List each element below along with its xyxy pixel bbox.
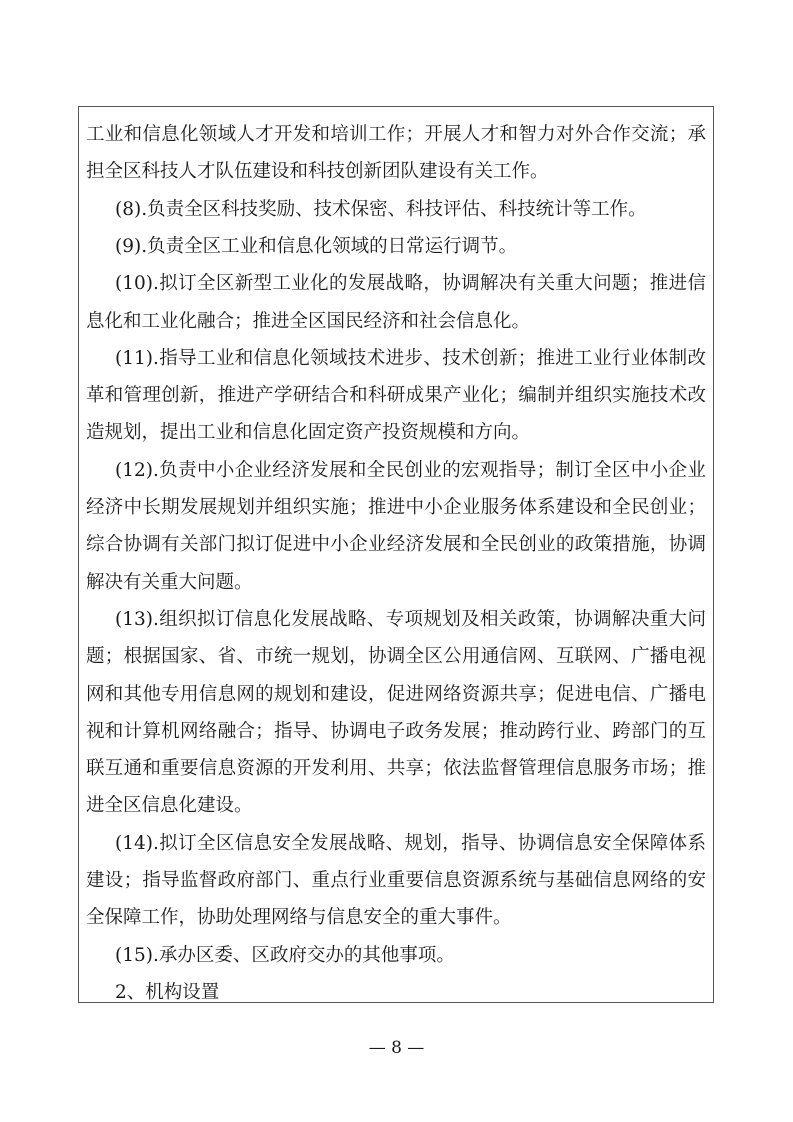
text-line: 担全区科技人才队伍建设和科技创新团队建设有关工作。 [86,161,549,183]
text-line: 网和其他专用信息网的规划和建设，促进网络资源共享；促进电信、广播电 [86,683,706,705]
text-line: 综合协调有关部门拟订促进中小企业经济发展和全民创业的政策措施，协调 [86,534,706,556]
text-line: (13).组织拟订信息化发展战略、专项规划及相关政策，协调解决重大问 [115,608,706,630]
text-line: (15).承办区委、区政府交办的其他事项。 [115,944,455,966]
text-line: 解决有关重大问题。 [86,571,253,593]
text-line: (11).指导工业和信息化领域技术进步、技术创新；推进工业行业体制改 [115,347,706,369]
text-line: 息化和工业化融合；推进全区国民经济和社会信息化。 [86,310,531,332]
text-line: 工业和信息化领域人才开发和培训工作；开展人才和智力对外合作交流；承 [86,124,706,145]
text-line: 进全区信息化建设。 [86,795,253,817]
text-line: 视和计算机网络融合；指导、协调电子政务发展；推动跨行业、跨部门的互 [86,720,706,742]
text-line: (8).负责全区科技奖励、技术保密、科技评估、科技统计等工作。 [115,198,647,220]
text-line: 革和管理创新，推进产学研结合和科研成果产业化；编制并组织实施技术改 [86,385,706,407]
text-line: (12).负责中小企业经济发展和全民创业的宏观指导；制订全区中小企业 [115,459,706,481]
text-line: 经济中长期发展规划并组织实施；推进中小企业服务体系建设和全民创业； [86,497,706,518]
text-line: (9).负责全区工业和信息化领域的日常运行调节。 [115,235,518,257]
text-line: 联互通和重要信息资源的开发利用、共享；依法监督管理信息服务市场；推 [86,758,706,780]
page-number: — 8 — [368,1038,425,1058]
text-line: 造规划，提出工业和信息化固定资产投资规模和方向。 [86,422,531,444]
text-line: (10).拟订全区新型工业化的发展战略，协调解决有关重大问题；推进信 [115,273,706,295]
text-line: 题；根据国家、省、市统一规划，协调全区公用通信网、互联网、广播电视 [86,646,706,668]
text-line: 建设；指导监督政府部门、重点行业重要信息资源系统与基础信息网络的安 [86,870,706,891]
text-line: 2、机构设置 [115,981,220,1003]
text-line: 全保障工作，协助处理网络与信息安全的重大事件。 [86,907,512,929]
text-line: (14).拟订全区信息安全发展战略、规划，指导、协调信息安全保障体系 [115,832,706,854]
